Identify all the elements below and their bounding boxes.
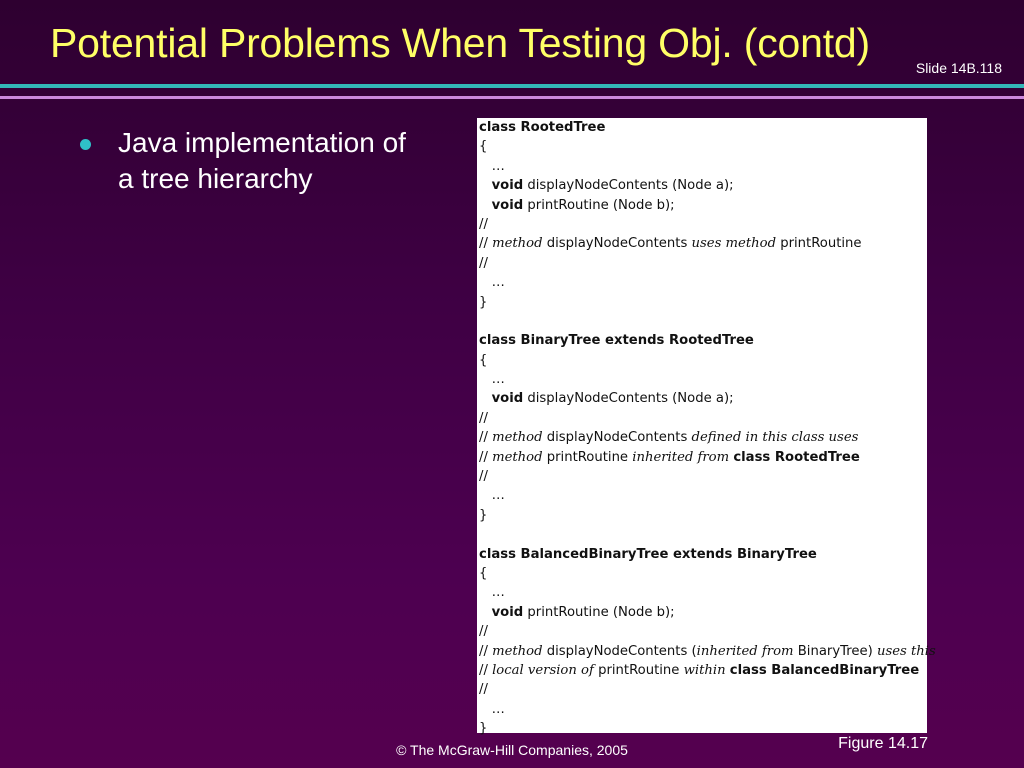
code-line: [479, 273, 927, 292]
code-line: [479, 642, 936, 661]
code-token: [479, 178, 492, 193]
code-token: //: [479, 469, 488, 485]
code-token: //: [479, 255, 488, 271]
code-token: displayNodeContents (Node a);: [523, 178, 734, 194]
code-token: [479, 605, 492, 620]
code-line: [479, 622, 927, 641]
code-token: inherited from: [632, 449, 730, 465]
code-line: [479, 196, 927, 215]
code-token: //: [479, 449, 493, 465]
code-token: //: [479, 236, 493, 252]
code-token: method: [492, 449, 543, 465]
code-token: method: [492, 236, 543, 252]
code-token: //: [479, 410, 488, 426]
code-token: displayNodeContents (: [542, 643, 697, 659]
slide-number: Slide 14B.118: [915, 60, 1002, 76]
code-line: [479, 428, 927, 447]
bullet-text: Java implementation of a tree hierarchy: [118, 127, 406, 194]
code-line: [479, 370, 927, 389]
code-token: //: [479, 662, 493, 678]
code-line: [479, 467, 927, 486]
code-token: class RootedTree: [479, 120, 606, 135]
code-line: [479, 486, 927, 505]
code-token: defined in this class uses: [691, 430, 859, 446]
code-line: [479, 409, 927, 428]
code-line: [479, 545, 927, 564]
code-line: [479, 234, 927, 253]
code-token: class BalancedBinaryTree extends BinaryTree: [479, 546, 817, 562]
code-token: {: [479, 352, 488, 368]
code-line: [479, 331, 927, 350]
code-line: [479, 603, 927, 622]
code-listing: [479, 118, 936, 739]
code-token: {: [479, 565, 488, 581]
code-line: [479, 680, 927, 699]
code-token: //: [479, 430, 493, 446]
code-token: void: [491, 604, 524, 620]
code-token: [479, 198, 492, 213]
code-token: …: [479, 158, 505, 174]
code-token: void: [491, 197, 524, 213]
code-token: }: [479, 721, 488, 737]
code-token: printRoutine: [593, 662, 684, 678]
code-token: displayNodeContents: [542, 430, 692, 446]
code-token: {: [479, 139, 488, 155]
code-line: [479, 254, 927, 273]
title-divider-teal: [0, 84, 1024, 88]
code-token: …: [479, 275, 505, 291]
code-token: [479, 391, 492, 406]
code-token: class BinaryTree extends RootedTree: [479, 333, 754, 349]
code-figure: [477, 118, 936, 737]
code-line: [479, 525, 927, 544]
code-token: }: [479, 507, 488, 523]
code-line: [479, 700, 927, 719]
code-line: [479, 583, 927, 602]
code-token: within: [683, 662, 726, 678]
copyright-footer: © The McGraw-Hill Companies, 2005: [396, 742, 628, 758]
bullet-dot-icon: [80, 139, 91, 150]
code-token: displayNodeContents: [542, 236, 692, 252]
code-token: printRoutine (Node b);: [523, 604, 675, 620]
code-token: printRoutine: [776, 236, 862, 252]
code-token: void: [491, 391, 524, 407]
code-line: [479, 351, 927, 370]
code-token: local version of: [492, 662, 594, 678]
code-token: printRoutine: [542, 449, 633, 465]
code-token: //: [479, 624, 488, 640]
code-token: inherited from: [696, 643, 794, 659]
code-token: …: [479, 701, 505, 717]
code-token: printRoutine (Node b);: [523, 197, 675, 213]
code-token: …: [479, 585, 505, 601]
code-line: [479, 157, 927, 176]
code-line: [479, 215, 927, 234]
code-token: class RootedTree: [733, 449, 860, 465]
code-line: [479, 506, 927, 525]
code-token: BinaryTree): [793, 643, 877, 659]
code-token: uses this: [876, 643, 936, 659]
code-token: …: [479, 372, 505, 388]
code-token: //: [479, 216, 488, 232]
code-token: }: [479, 294, 488, 310]
code-line: [479, 176, 927, 195]
code-line: [479, 312, 927, 331]
code-token: //: [479, 682, 488, 698]
code-line: [479, 564, 927, 583]
code-token: method: [492, 643, 543, 659]
code-line: [479, 661, 927, 680]
figure-caption: Figure 14.17: [838, 735, 928, 752]
code-token: …: [479, 488, 505, 504]
slide-title: Potential Problems When Testing Obj. (contd): [50, 20, 870, 66]
code-token: void: [491, 178, 524, 194]
code-line: [479, 118, 927, 137]
code-token: //: [479, 643, 493, 659]
code-line: [479, 293, 927, 312]
code-line: [479, 137, 927, 156]
code-token: method: [492, 430, 543, 446]
code-token: uses method: [691, 236, 777, 252]
code-line: [479, 389, 927, 408]
code-token: displayNodeContents (Node a);: [523, 391, 734, 407]
title-divider-violet: [0, 96, 1024, 99]
code-token: class BalancedBinaryTree: [729, 662, 920, 678]
code-line: [479, 448, 927, 467]
